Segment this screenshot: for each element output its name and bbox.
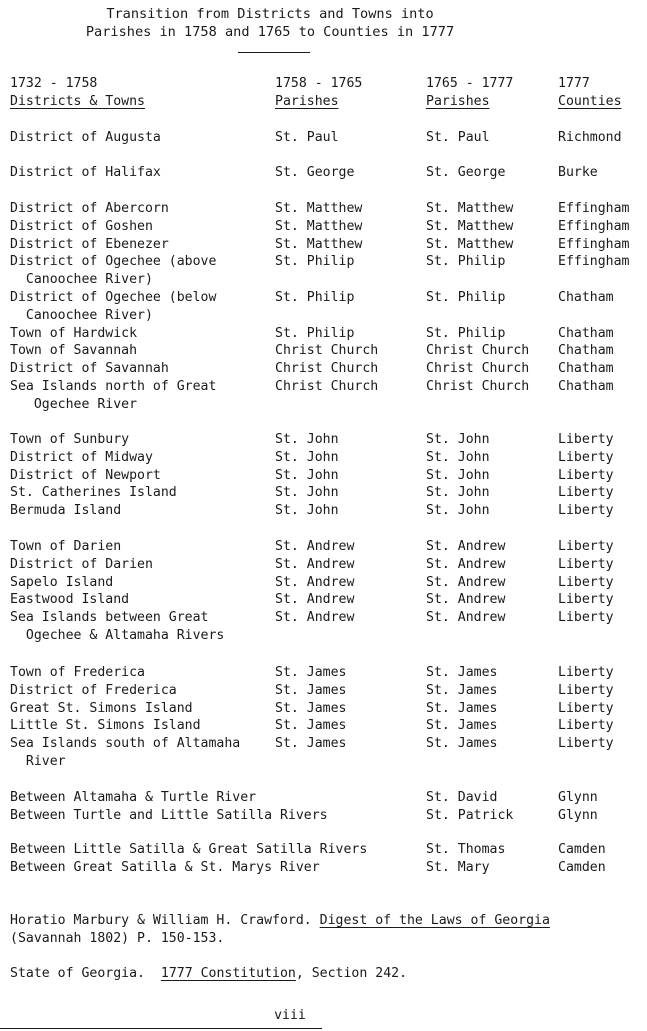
cell-district-or-town: Town of Hardwick: [10, 325, 138, 341]
citation-2-author: State of Georgia.: [10, 966, 145, 981]
cell-county: Glynn: [558, 790, 598, 805]
cell-district-or-town: Great St. Simons Island: [10, 700, 193, 716]
cell-parish-1765: St. Matthew: [426, 236, 514, 252]
cell-county: Liberty: [558, 539, 614, 554]
cell-parish-1758: Christ Church: [275, 379, 379, 394]
cell-parish-1765: St. James: [426, 682, 498, 698]
citation-1-author: Horatio Marbury & William H. Crawford.: [10, 913, 312, 928]
cell-district-or-town: Sea Islands north of Great Ogechee River: [10, 379, 217, 412]
cell-parish-1765: St. Matthew: [426, 201, 514, 216]
column-header-label: Counties: [558, 94, 622, 109]
cell-district-or-town: District of Abercorn: [10, 201, 169, 216]
cell-parish-1765: St. John: [426, 503, 490, 519]
cell-district-or-town: Town of Savannah: [10, 343, 138, 359]
cell-parish-1758: St. James: [275, 700, 347, 716]
cell-parish-1758: St. James: [275, 736, 347, 752]
column-header-years: 1758 - 1765: [275, 76, 363, 91]
cell-parish-1765: St. Matthew: [426, 218, 514, 234]
cell-district-or-town: Town of Sunbury: [10, 432, 130, 447]
cell-district-or-town: Town of Darien: [10, 539, 122, 554]
cell-district-or-town: District of Midway: [10, 449, 153, 465]
cell-county: Effingham: [558, 218, 630, 234]
column-header-years: 1732 - 1758: [10, 76, 98, 91]
cell-district-or-town: Sea Islands between Great Ogechee & Altamaha Rivers: [10, 610, 225, 644]
citation-1-details: (Savannah 1802) P. 150-153.: [10, 931, 225, 946]
cell-county: Effingham: [558, 201, 630, 216]
cell-county: Burke: [558, 165, 598, 180]
cell-county: Liberty: [558, 449, 614, 465]
cell-district-or-town: District of Augusta: [10, 130, 161, 145]
cell-parish-1758: St. John: [275, 432, 339, 447]
cell-district-or-town: Bermuda Island: [10, 503, 122, 519]
cell-parish-1765: St. Andrew: [426, 556, 506, 572]
cell-district-or-town: District of Ebenezer: [10, 236, 169, 252]
cell-county: Liberty: [558, 736, 614, 752]
cell-parish-1758: St. John: [275, 485, 339, 501]
cell-parish-1765: St. George: [426, 165, 506, 180]
cell-parish-1758: St. Andrew: [275, 592, 355, 608]
cell-county: Liberty: [558, 467, 614, 483]
cell-district-or-town: District of Frederica: [10, 682, 177, 698]
cell-county: Effingham: [558, 236, 630, 252]
cell-district-or-town: District of Newport: [10, 467, 161, 483]
cell-parish-1765: St. Thomas: [426, 842, 506, 857]
column-header-years: 1777: [558, 76, 590, 91]
cell-parish-1758: St. Andrew: [275, 574, 355, 590]
cell-county: Chatham: [558, 325, 614, 341]
citation-1-title: Digest of the Laws of Georgia: [319, 913, 550, 928]
cell-county: Camden: [558, 842, 606, 857]
cell-county: Chatham: [558, 290, 614, 305]
cell-parish-1765: St. Andrew: [426, 610, 506, 626]
cell-county: Liberty: [558, 592, 614, 608]
cell-parish-1758: St. George: [275, 165, 355, 180]
cell-parish-1765: St. Philip: [426, 290, 506, 305]
cell-district-or-town: Between Turtle and Little Satilla Rivers: [10, 807, 328, 823]
cell-district-or-town: Sapelo Island: [10, 574, 114, 590]
cell-district-or-town: Little St. Simons Island: [10, 718, 201, 734]
cell-county: Liberty: [558, 574, 614, 590]
cell-district-or-town: District of Goshen: [10, 218, 153, 234]
cell-parish-1758: St. John: [275, 449, 339, 465]
cell-district-or-town: District of Ogechee (below Canoochee River): [10, 290, 217, 323]
cell-district-or-town: Sea Islands south of Altamaha River: [10, 736, 241, 770]
cell-county: Liberty: [558, 665, 614, 680]
citation-2: [10, 965, 407, 983]
cell-county: Liberty: [558, 718, 614, 734]
page-number: viii: [274, 1008, 306, 1023]
cell-district-or-town: District of Savannah: [10, 361, 169, 377]
cell-parish-1758: Christ Church: [275, 343, 379, 359]
cell-district-or-town: Between Little Satilla & Great Satilla Rivers: [10, 842, 368, 857]
cell-parish-1765: St. John: [426, 467, 490, 483]
cell-parish-1758: St. John: [275, 467, 339, 483]
cell-parish-1765: St. David: [426, 790, 498, 805]
cell-county: Liberty: [558, 700, 614, 716]
cell-county: Liberty: [558, 485, 614, 501]
cell-parish-1765: St. Patrick: [426, 807, 514, 823]
cell-county: Liberty: [558, 556, 614, 572]
citation-2-title: 1777 Constitution: [160, 966, 296, 981]
cell-parish-1765: St. Andrew: [426, 574, 506, 590]
cell-parish-1758: St. Matthew: [275, 218, 363, 234]
cell-parish-1758: St. James: [275, 718, 347, 734]
cell-parish-1758: Christ Church: [275, 361, 379, 377]
cell-county: Liberty: [558, 432, 614, 447]
cell-parish-1758: St. James: [275, 682, 347, 698]
cell-district-or-town: District of Halifax: [10, 165, 161, 180]
column-header-label: Districts & Towns: [10, 94, 145, 109]
cell-district-or-town: Between Great Satilla & St. Marys River: [10, 859, 320, 875]
cell-parish-1765: St. Philip: [426, 254, 506, 270]
citation-1: [10, 912, 550, 930]
cell-parish-1765: St. Andrew: [426, 592, 506, 608]
cell-parish-1765: St. Paul: [426, 130, 490, 145]
cell-parish-1765: St. James: [426, 665, 498, 680]
citation-2-section: , Section 242.: [295, 966, 408, 981]
cell-district-or-town: District of Darien: [10, 556, 153, 572]
cell-parish-1765: St. James: [426, 718, 498, 734]
cell-parish-1765: St. James: [426, 736, 498, 752]
cell-parish-1758: St. Andrew: [275, 539, 355, 554]
column-header-label: Parishes: [275, 94, 339, 109]
cell-county: Camden: [558, 859, 606, 875]
cell-district-or-town: Eastwood Island: [10, 592, 130, 608]
cell-parish-1758: St. Philip: [275, 325, 355, 341]
cell-parish-1758: St. Philip: [275, 290, 355, 305]
cell-district-or-town: Between Altamaha & Turtle River: [10, 790, 257, 805]
cell-district-or-town: Town of Frederica: [10, 665, 145, 680]
cell-county: Effingham: [558, 254, 630, 270]
cell-county: Richmond: [558, 130, 622, 145]
cell-parish-1765: Christ Church: [426, 343, 530, 359]
cell-parish-1765: Christ Church: [426, 379, 530, 394]
cell-parish-1758: St. James: [275, 665, 347, 680]
cell-parish-1765: St. John: [426, 432, 490, 447]
column-header-years: 1765 - 1777: [426, 76, 514, 91]
cell-parish-1765: St. Mary: [426, 859, 490, 875]
cell-parish-1765: St. John: [426, 449, 490, 465]
cell-county: Liberty: [558, 682, 614, 698]
cell-parish-1765: St. James: [426, 700, 498, 716]
cell-county: Chatham: [558, 343, 614, 359]
cell-county: Liberty: [558, 610, 614, 626]
cell-parish-1765: St. Philip: [426, 325, 506, 341]
cell-county: Liberty: [558, 503, 614, 519]
cell-parish-1765: St. John: [426, 485, 490, 501]
cell-parish-1758: St. Matthew: [275, 201, 363, 216]
cell-county: Chatham: [558, 379, 614, 394]
cell-county: Glynn: [558, 807, 598, 823]
cell-parish-1758: St. Andrew: [275, 610, 355, 626]
cell-parish-1758: St. Matthew: [275, 236, 363, 252]
footer-divider: [0, 1028, 322, 1029]
cell-county: Chatham: [558, 361, 614, 377]
page-title-line-2: Parishes in 1758 and 1765 to Counties in 1777: [85, 24, 455, 40]
cell-district-or-town: St. Catherines Island: [10, 485, 177, 501]
cell-district-or-town: District of Ogechee (above Canoochee River): [10, 254, 217, 288]
cell-parish-1758: St. Andrew: [275, 556, 355, 572]
cell-parish-1758: St. Philip: [275, 254, 355, 270]
page-title-line-1: Transition from Districts and Towns into: [106, 6, 434, 22]
cell-parish-1758: St. Paul: [275, 130, 339, 145]
cell-parish-1758: St. John: [275, 503, 339, 519]
cell-parish-1765: Christ Church: [426, 361, 530, 377]
cell-parish-1765: St. Andrew: [426, 539, 506, 554]
column-header-label: Parishes: [426, 94, 490, 109]
